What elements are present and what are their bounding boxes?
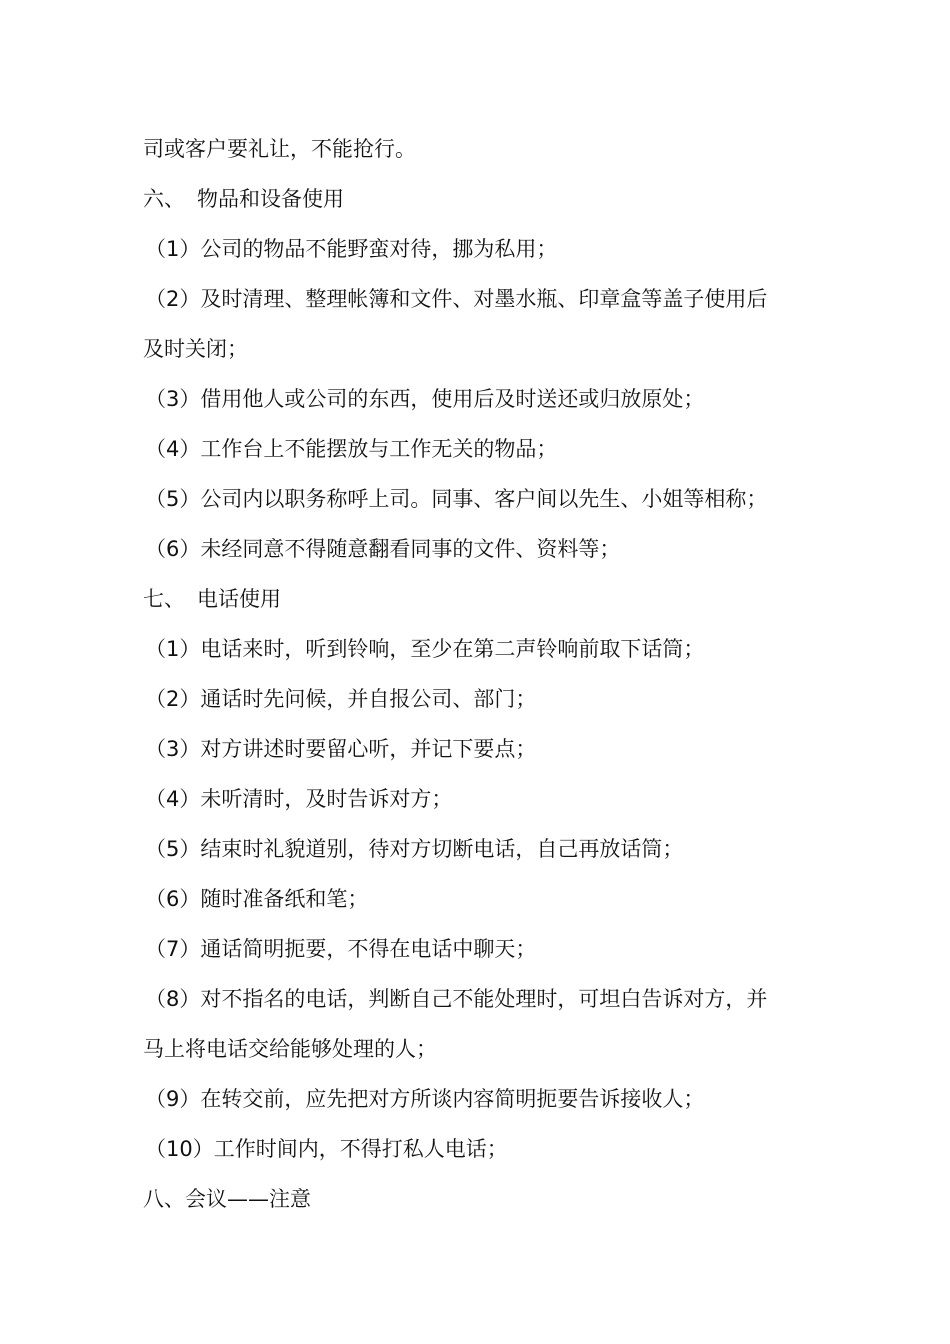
- list-item: （3）对方讲述时要留心听，并记下要点；: [145, 737, 537, 761]
- paragraph-line: 司或客户要礼让，不能抢行。: [143, 137, 416, 161]
- list-item-continuation: 及时关闭；: [143, 337, 248, 361]
- list-item: （3）借用他人或公司的东西，使用后及时送还或归放原处；: [145, 387, 705, 411]
- list-item: （4）工作台上不能摆放与工作无关的物品；: [145, 437, 558, 461]
- section-heading-seven: [143, 574, 813, 624]
- list-item: （6）随时准备纸和笔；: [145, 887, 369, 911]
- list-item: （2）通话时先问候，并自报公司、部门；: [145, 687, 537, 711]
- list-item: （2）及时清理、整理帐簿和文件、对墨水瓶、印章盒等盖子使用后: [145, 287, 768, 311]
- list-item: （7）通话简明扼要，不得在电话中聊天；: [145, 937, 537, 961]
- list-item: （8）对不指名的电话，判断自己不能处理时，可坦白告诉对方，并: [145, 987, 768, 1011]
- list-item: （4）未听清时，及时告诉对方；: [145, 787, 453, 811]
- list-item: （5）公司内以职务称呼上司。同事、客户间以先生、小姐等相称；: [145, 487, 768, 511]
- list-item: （6）未经同意不得随意翻看同事的文件、资料等；: [145, 537, 621, 561]
- list-item: （9）在转交前，应先把对方所谈内容简明扼要告诉接收人；: [145, 1087, 705, 1111]
- section-title: 物品和设备使用: [197, 187, 344, 211]
- section-title: 电话使用: [197, 587, 281, 611]
- document-body: [143, 124, 813, 1224]
- section-number: 六、: [143, 187, 185, 211]
- section-heading-eight: 八、会议——注意: [143, 1187, 311, 1211]
- list-item: （5）结束时礼貌道别，待对方切断电话，自己再放话筒；: [145, 837, 684, 861]
- list-item-continuation: 马上将电话交给能够处理的人；: [143, 1037, 437, 1061]
- list-item: （10）工作时间内，不得打私人电话；: [145, 1137, 508, 1161]
- section-number: 七、: [143, 587, 185, 611]
- list-item: （1）电话来时，听到铃响，至少在第二声铃响前取下话筒；: [145, 637, 705, 661]
- section-heading-six: [143, 174, 813, 224]
- list-item: （1）公司的物品不能野蛮对待，挪为私用；: [145, 237, 558, 261]
